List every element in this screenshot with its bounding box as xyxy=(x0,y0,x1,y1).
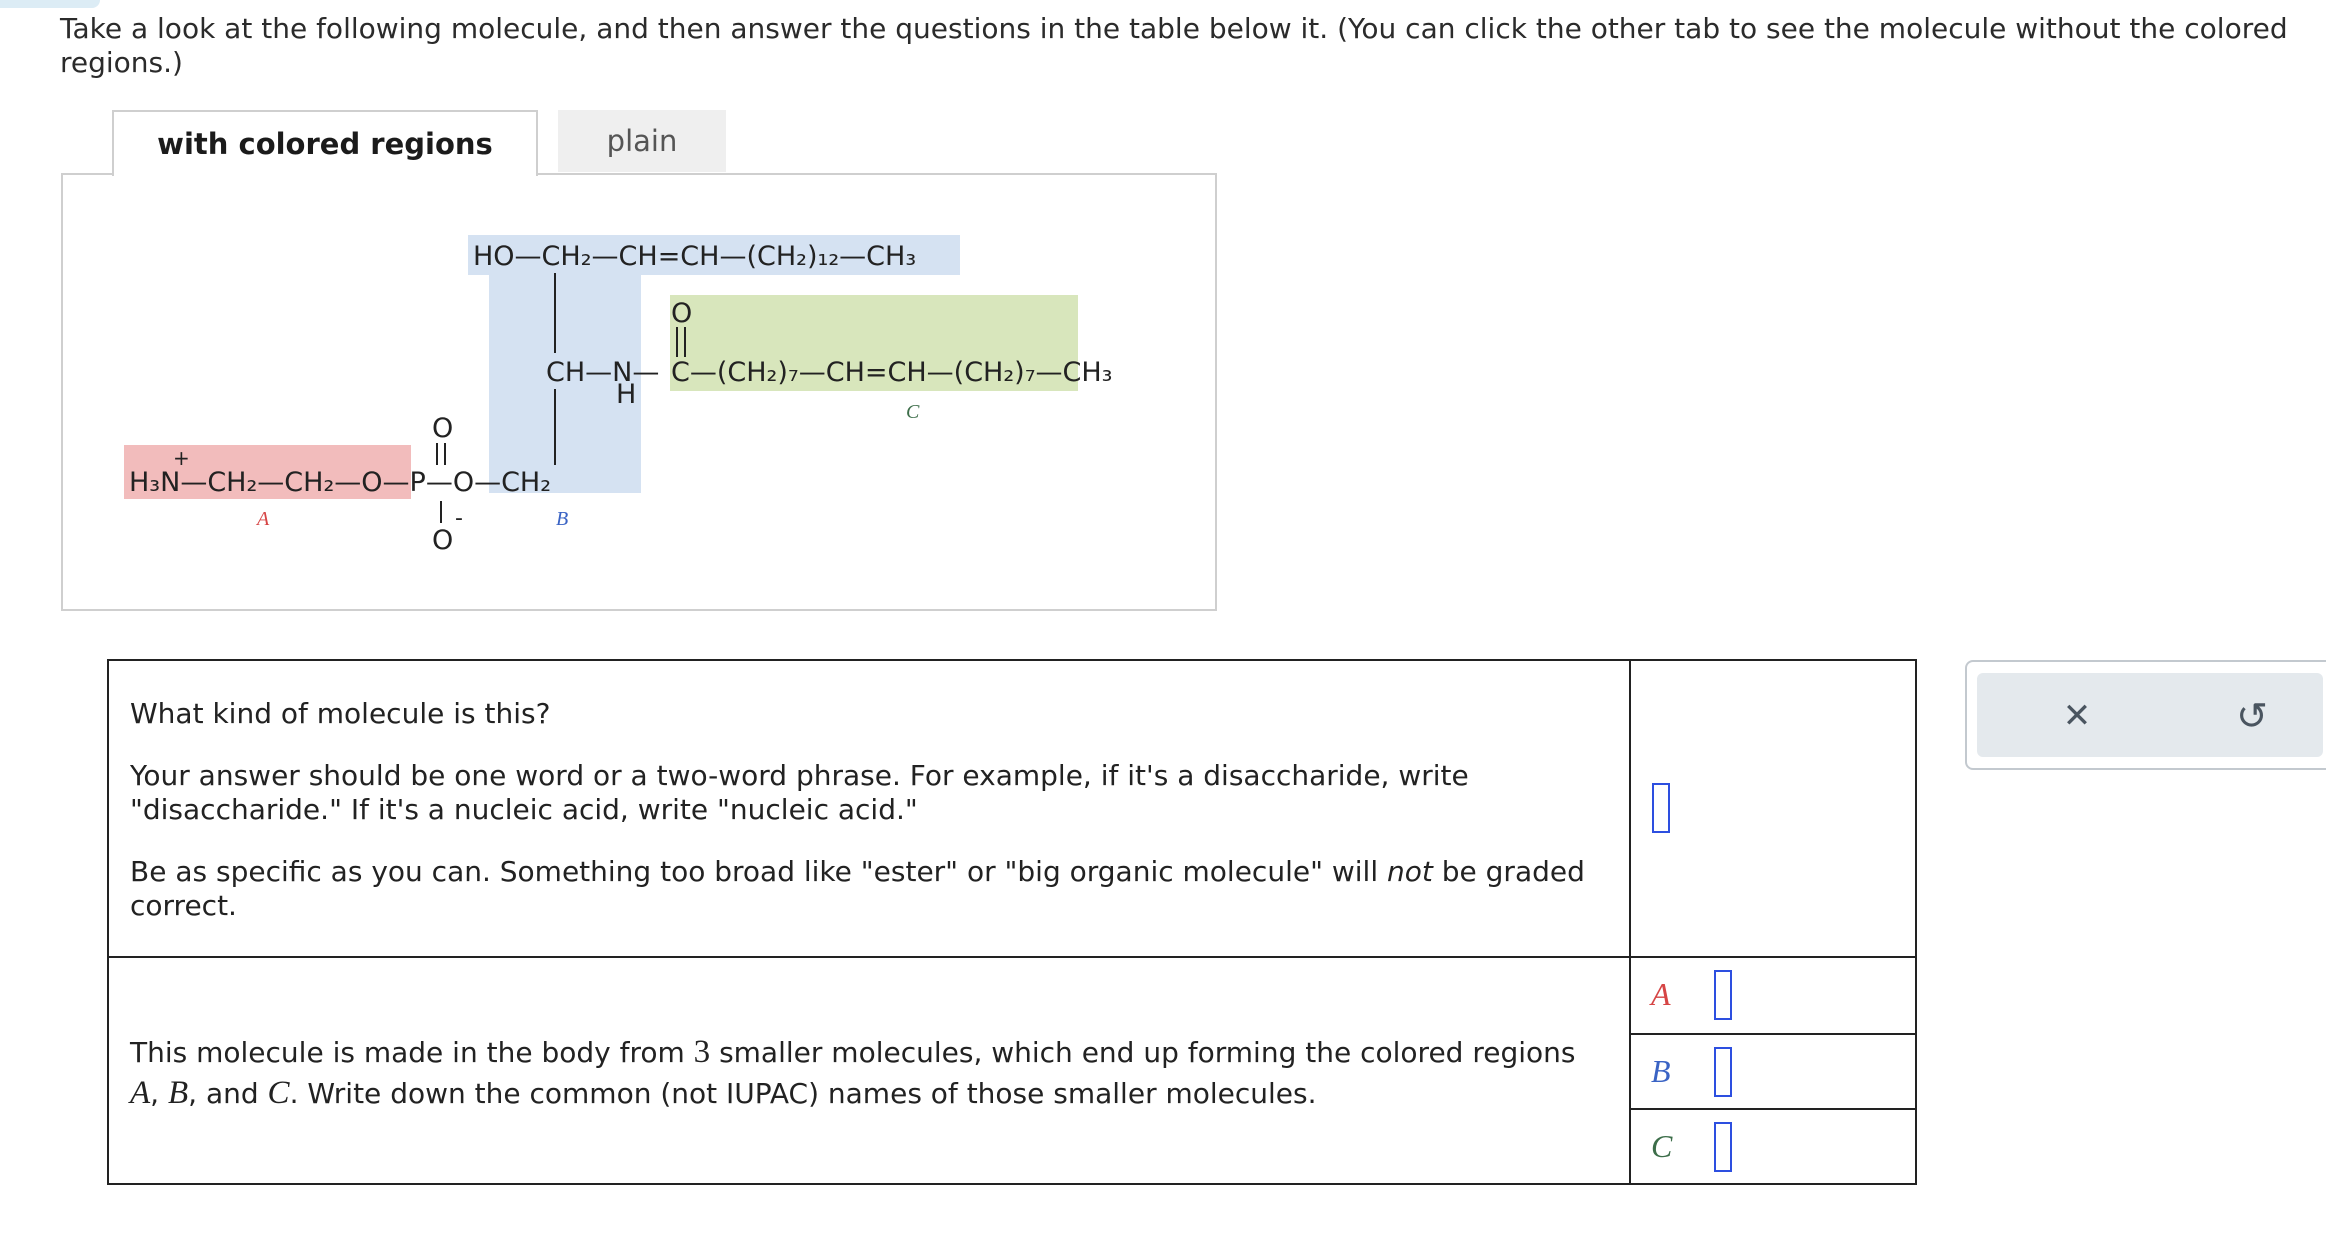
amide-hydrogen: H xyxy=(616,379,637,410)
answer-input-c[interactable] xyxy=(1714,1122,1732,1172)
question2-sep1: , xyxy=(150,1077,168,1110)
question2-letter-a: A xyxy=(130,1075,151,1111)
answer1-cell xyxy=(1629,661,1915,956)
answer2-cell xyxy=(1629,956,1915,1183)
question1-line1: What kind of molecule is this? xyxy=(130,697,551,730)
clear-button[interactable] xyxy=(2054,693,2100,739)
phosphate-minus: - xyxy=(455,506,463,531)
head-plus-sign: + xyxy=(173,446,190,470)
top-corner-tab xyxy=(0,0,100,8)
question1-line3 xyxy=(130,855,1610,923)
answer-input-b[interactable] xyxy=(1714,1047,1732,1097)
answer-label-c: C xyxy=(1651,1128,1673,1164)
question2-part1: This molecule is made in the body from xyxy=(130,1036,694,1069)
question-table xyxy=(107,659,1917,1185)
intro-text: Take a look at the following molecule, and then answer the questions in the table below it. (You can click the other tab to see the molecule without the colored regions.) xyxy=(60,12,2288,79)
fatty-chain-text: C—(CH₂)₇—CH=CH—(CH₂)₇—CH₃ xyxy=(671,357,1113,388)
question2-count: 3 xyxy=(693,1034,711,1070)
answer-row-a xyxy=(1631,958,1917,1033)
label-c: C xyxy=(906,401,920,423)
answer-input-a[interactable] xyxy=(1714,970,1732,1020)
answer-row-b xyxy=(1631,1033,1917,1108)
question1-emphasis: not xyxy=(1387,855,1433,888)
question1-line3-end: be graded correct. xyxy=(130,855,1585,922)
answer-row-c xyxy=(1631,1108,1917,1183)
action-bar xyxy=(1977,673,2323,757)
molecule-diagram xyxy=(63,175,1215,609)
top-chain-text: HO—CH₂—CH=CH—(CH₂)₁₂—CH₃ xyxy=(473,241,917,272)
amide-link-text: CH—N— xyxy=(546,357,660,388)
question2-letter-c: C xyxy=(267,1075,290,1111)
molecule-panel xyxy=(61,173,1217,611)
phosphate-bottom-oxygen: O xyxy=(432,525,454,556)
phosphate-top-oxygen: O xyxy=(432,413,454,444)
head-group-text: H₃N—CH₂—CH₂—O—P—O—CH₂ xyxy=(129,467,552,498)
undo-icon: ↺ xyxy=(2236,694,2268,738)
question2-part2: smaller molecules, which end up forming the colored regions xyxy=(710,1036,1576,1069)
question1-cell xyxy=(109,661,1629,956)
undo-button[interactable] xyxy=(2229,693,2275,739)
question1-text xyxy=(130,697,1610,923)
question1-line2: Your answer should be one word or a two-word phrase. For example, if it's a disaccharide, write "disaccharide." If it's a nucleic acid, write "nucleic acid." xyxy=(130,759,1469,826)
question1-line3-start: Be as specific as you can. Something too broad like "ester" or "big organic molecule" will xyxy=(130,855,1387,888)
tab-with-colored-regions[interactable]: with colored regions xyxy=(112,110,538,176)
question2-text xyxy=(130,1032,1610,1114)
question2-sep2: , and xyxy=(188,1077,268,1110)
amide-oxygen: O xyxy=(671,298,693,329)
molecule-type-input[interactable] xyxy=(1652,783,1670,833)
answer-label-b: B xyxy=(1651,1053,1671,1089)
label-b: B xyxy=(556,508,569,530)
tab-plain[interactable]: plain xyxy=(558,110,726,172)
action-panel xyxy=(1965,660,2326,770)
close-icon: ✕ xyxy=(2062,696,2092,736)
label-a: A xyxy=(257,508,270,530)
question2-letter-b: B xyxy=(167,1075,189,1111)
question2-part3: . Write down the common (not IUPAC) names of those smaller molecules. xyxy=(289,1077,1317,1110)
answer-label-a: A xyxy=(1651,976,1671,1012)
question2-cell xyxy=(109,956,1629,1183)
